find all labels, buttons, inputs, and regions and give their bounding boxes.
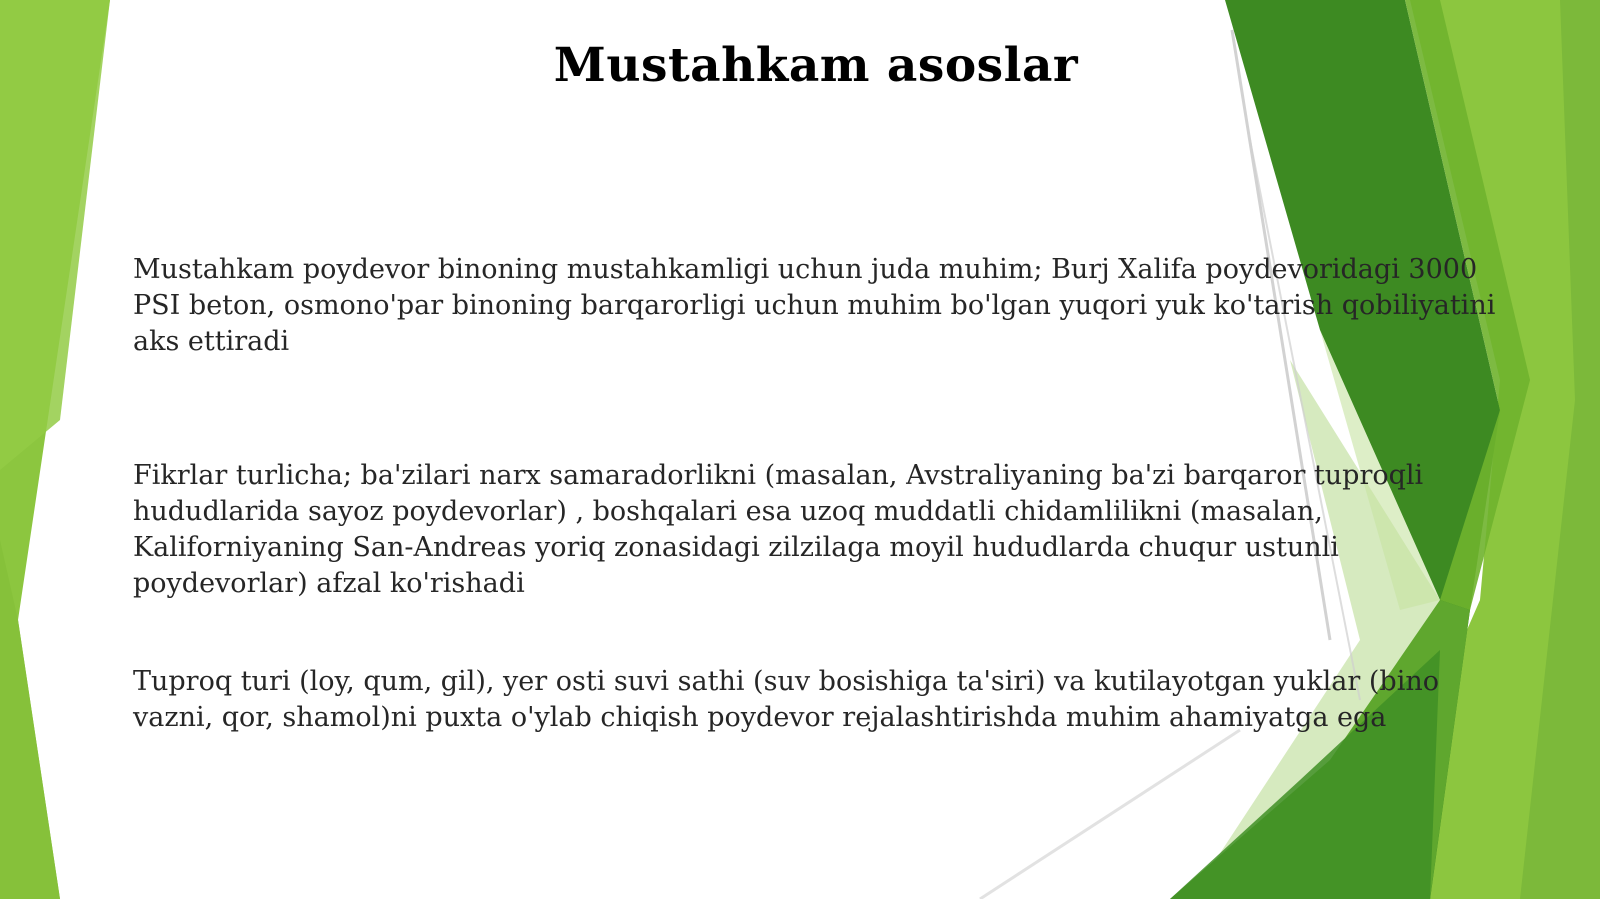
paragraph-opinions: Fikrlar turlicha; ba'zilari narx samaradorlikni (masalan, Avstraliyaning ba'zi barqaror tuproqli hududlarida sayoz poydevorlar) , boshqalari esa uzoq muddatli chidamlilikni (masalan, Kaliforniyaning San-Andreas yoriq zonasidagi zilzilaga moyil hududlarda chuqur ustunli poydevorlar) afzal ko'rishadi [133, 460, 1424, 599]
slide-title: Mustahkam asoslar [553, 38, 1079, 93]
left-green-lower [0, 540, 60, 899]
paragraph-foundation-importance: Mustahkam poydevor binoning mustahkamligi uchun juda muhim; Burj Xalifa poydevoridagi 3000 PSI beton, osmono'par binoning barqarorligi uchun muhim bo'lgan yuqori yuk ko'tarish qobiliyatini aks ettiradi [133, 254, 1496, 357]
paragraph-soil-considerations: Tuproq turi (loy, qum, gil), yer osti suvi sathi (suv bosishiga ta'siri) va kutilayotgan yuklar (bino vazni, qor, shamol)ni puxta o'ylab chiqish poydevor rejalashtirishda muhim ahamiyatga ega [133, 666, 1439, 733]
